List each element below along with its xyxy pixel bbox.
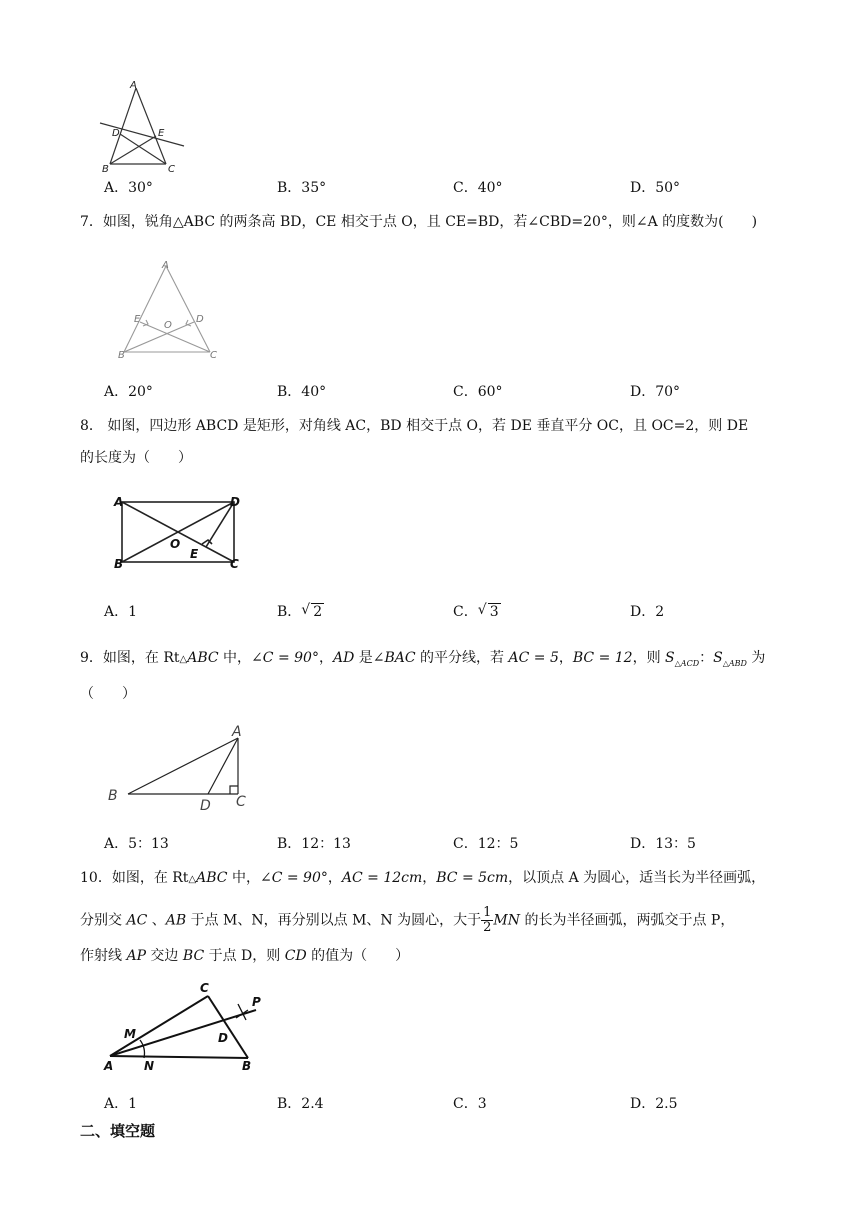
q9-angle-bac: ∠BAC — [372, 650, 416, 666]
q9-option-b: B．12：13 — [277, 836, 351, 852]
q10-label-d: D — [218, 1031, 228, 1045]
q8-option-c-prefix: C． — [453, 604, 478, 620]
section-title: 二、填空题 — [80, 1122, 156, 1140]
q10-mn: MN — [493, 912, 520, 929]
q7-option-d: D．70° — [630, 384, 681, 400]
q10-fraction-den: 2 — [483, 920, 492, 935]
q6-option-d: D．50° — [630, 180, 681, 196]
q8-option-d: D．2 — [630, 604, 665, 620]
q8-option-b-prefix: B． — [277, 604, 302, 620]
q6-label-d: D — [112, 128, 120, 139]
q8-option-a: A．1 — [104, 604, 138, 620]
q10-question-line1 — [80, 868, 765, 890]
q8-label-c: C — [230, 557, 239, 571]
q9-ac5: AC = 5 — [508, 650, 559, 666]
q10-label-p: P — [252, 995, 261, 1009]
q10-option-a: A．1 — [104, 1096, 138, 1112]
q9-option-c: C．12：5 — [453, 836, 519, 852]
q8-option-b-radicand: 2 — [313, 604, 323, 620]
q7-label-b: B — [118, 350, 125, 361]
q7-question: 7．如图，锐角△ABC 的两条高 BD，CE 相交于点 O，且 CE=BD，若∠CBD=20°，则∠A 的度数为( ) — [80, 214, 758, 230]
q10-text-5: ，以顶点 A 为圆心，适当长为半径画弧， — [508, 870, 766, 886]
q10-bc-ref: BC — [182, 948, 205, 964]
q9-question-line1 — [80, 648, 765, 674]
q9-label-d: D — [200, 798, 211, 814]
q9-angle-c: ∠C = 90° — [251, 650, 319, 666]
q9-text-9: 为 — [746, 650, 766, 666]
q7-label-d: D — [196, 314, 204, 325]
q10-question-line2 — [80, 906, 734, 935]
q6-label-a: A — [130, 80, 137, 91]
q8-label-o: O — [170, 537, 181, 551]
q6-option-b: B．35° — [277, 180, 327, 196]
q6-option-a: A．30° — [104, 180, 153, 196]
q10-text-6: 分别交 — [80, 912, 127, 929]
q10-fraction-num: 1 — [483, 905, 492, 920]
q9-s1-sub: △ACD — [674, 658, 700, 668]
q10-abc: ABC — [196, 870, 228, 886]
q8-label-d: D — [230, 495, 240, 509]
q8-question-line2: 的长度为（ ） — [80, 450, 192, 466]
q9-s2: S — [713, 650, 723, 666]
q9-ad: AD — [332, 650, 355, 666]
q10-label-c: C — [200, 981, 209, 995]
q10-bc: BC = 5cm — [436, 870, 509, 886]
q8-option-b-sqrt: √ 2 — [301, 602, 323, 620]
q8-option-c — [453, 602, 501, 622]
q6-figure — [96, 78, 192, 176]
q7-figure — [114, 256, 224, 364]
q6-label-c: C — [168, 164, 175, 175]
q7-label-o: O — [164, 320, 172, 331]
q10-label-a: A — [104, 1059, 114, 1073]
q10-figure — [100, 980, 270, 1074]
q9-abc: ABC — [187, 650, 219, 666]
q10-text-13: 的值为（ ） — [306, 948, 410, 964]
q10-angle-c: ∠C = 90° — [259, 870, 328, 886]
q10-text-10: 作射线 — [80, 948, 127, 964]
q10-question-line3 — [80, 946, 409, 966]
q9-text-8: ： — [699, 650, 714, 666]
q10-text-8: 于点 M、N，再分别以点 M、N 为圆心，大于 — [186, 912, 482, 929]
q9-triangle-symbol: △ — [179, 654, 188, 665]
q10-option-c: C．3 — [453, 1096, 487, 1112]
q10-text-4: ， — [422, 870, 437, 886]
q7-option-b: B．40° — [277, 384, 327, 400]
q7-label-a: A — [162, 260, 169, 271]
q10-option-b: B．2.4 — [277, 1096, 324, 1112]
q9-s1: S — [665, 650, 675, 666]
q10-text-7: 、 — [147, 912, 166, 929]
q6-option-c: C．40° — [453, 180, 503, 196]
q9-text-2: 中， — [218, 650, 252, 666]
q10-text-11: 交边 — [145, 948, 183, 964]
q10-text-3: ， — [327, 870, 342, 886]
q8-label-a: A — [114, 495, 124, 509]
q9-option-a: A．5：13 — [104, 836, 169, 852]
q9-option-d: D．13：5 — [630, 836, 696, 852]
q10-text-2: 中， — [227, 870, 260, 886]
q8-figure — [112, 492, 252, 572]
q9-text-6: ， — [558, 650, 573, 666]
q9-text-7: ，则 — [632, 650, 666, 666]
q9-label-a: A — [232, 724, 242, 740]
q10-fraction — [481, 906, 493, 935]
q10-text-1: 10．如图，在 Rt — [80, 870, 189, 886]
q9-label-b: B — [108, 788, 118, 804]
q10-text-12: 于点 D，则 — [204, 948, 285, 964]
q9-text-3: ， — [318, 650, 333, 666]
q10-label-m: M — [124, 1027, 136, 1041]
q6-label-b: B — [102, 164, 109, 175]
q7-label-e: E — [134, 314, 141, 325]
q8-label-b: B — [114, 557, 124, 571]
q10-text-9: 的长为半径画弧，两弧交于点 P， — [520, 912, 735, 929]
q8-question-line1: 8． 如图，四边形 ABCD 是矩形，对角线 AC，BD 相交于点 O，若 DE 垂直平分 OC，且 OC=2，则 DE — [80, 418, 749, 434]
q8-label-e: E — [190, 547, 199, 561]
q9-text-5: 的平分线，若 — [415, 650, 509, 666]
q10-ap: AP — [126, 948, 146, 964]
q9-text-1: 9．如图，在 Rt — [80, 650, 180, 666]
q8-option-b — [277, 602, 324, 622]
q9-s2-sub: △ABD — [722, 658, 747, 668]
q10-triangle-symbol: △ — [188, 874, 197, 885]
q10-ac: AC = 12cm — [341, 870, 423, 886]
q7-option-a: A．20° — [104, 384, 153, 400]
q9-question-line2: （ ） — [80, 686, 136, 702]
q10-ab-ref: AB — [165, 912, 187, 929]
q9-bc12: BC = 12 — [572, 650, 633, 666]
q7-label-c: C — [210, 350, 217, 361]
q10-ac-ref: AC — [126, 912, 148, 929]
q10-label-b: B — [242, 1059, 252, 1073]
q10-option-d: D．2.5 — [630, 1096, 678, 1112]
q7-option-c: C．60° — [453, 384, 503, 400]
q9-text-4: 是 — [354, 650, 373, 666]
q9-figure — [104, 722, 264, 814]
q8-option-c-radicand: 3 — [489, 604, 499, 620]
q10-label-n: N — [144, 1059, 155, 1073]
q6-label-e: E — [158, 128, 165, 139]
q8-option-c-sqrt: √ 3 — [477, 602, 499, 620]
q10-cd: CD — [284, 948, 307, 964]
q9-label-c: C — [236, 794, 246, 810]
